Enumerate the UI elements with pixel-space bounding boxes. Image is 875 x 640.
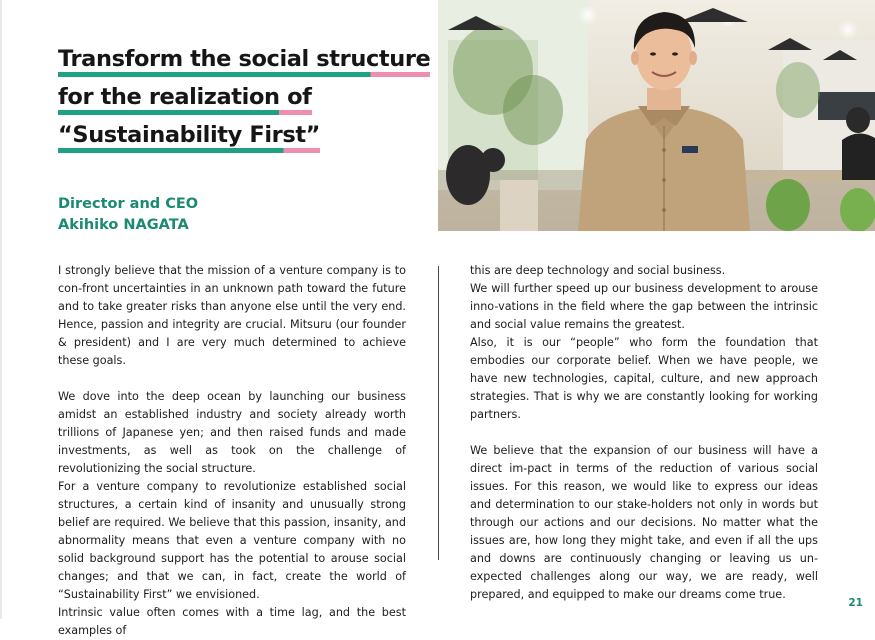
body-column-left <box>58 262 406 640</box>
title-line-2: for the realization of <box>58 78 312 116</box>
paragraph: I strongly believe that the mission of a venture company is to con-front uncertainties in an unknown path toward the future and to take greater risks than anyone else until the very end. Hence, passion and integrity are crucial. Mitsuru (our founder & president) and I are very much determined to achieve these goals. <box>58 264 406 367</box>
paragraph: Also, it is our “people” who form the foundation that embodies our corporate belief. When we have people, we have new technologies, capital, culture, and new approach strategies. That is why we are constantly looking for working partners. <box>470 336 818 421</box>
office-scene-illustration <box>438 0 875 231</box>
title-line-1: Transform the social structure <box>58 40 430 78</box>
author-block <box>58 194 198 236</box>
title-line-3: “Sustainability First” <box>58 116 320 154</box>
page-title <box>58 40 430 154</box>
page-number: 21 <box>848 597 863 609</box>
page-edge <box>0 0 2 619</box>
body-column-right <box>470 262 818 604</box>
ceo-portrait-photo <box>438 0 875 231</box>
column-divider <box>438 266 439 560</box>
paragraph: this are deep technology and social business. <box>470 264 726 277</box>
author-role: Director and CEO <box>58 196 199 212</box>
paragraph: Intrinsic value often comes with a time lag, and the best examples of <box>58 606 406 637</box>
paragraph: For a venture company to revolutionize established social structures, a certain kind of insanity and unusually strong belief are required. We believe that this passion, insanity, and abnormality means that even a venture company with no solid background support has the potential to arouse social changes; and that we can, in fact, create the world of “Sustainability First” we envisioned. <box>58 480 406 601</box>
author-name: Akihiko NAGATA <box>58 217 189 233</box>
paragraph: We believe that the expansion of our business will have a direct im-pact in terms of the reduction of various social issues. For this reason, we would like to express our ideas and determination to our stake-holders not only in words but through our actions and our decisions. No matter what the issues are, how long they might take, and even if all the ups and downs are continuously changing or leaving us un-expected challenges along our way, we are ready, well prepared, and equipped to make our dreams come true. <box>470 444 818 601</box>
paragraph: We dove into the deep ocean by launching our business amidst an established industry and society already worth trillions of Japanese yen; and then raised funds and made investments, as well as took on the challenge of revolutionizing the social structure. <box>58 390 406 475</box>
paragraph: We will further speed up our business development to arouse inno-vations in the field where the gap between the intrinsic and social value remains the greatest. <box>470 282 818 331</box>
